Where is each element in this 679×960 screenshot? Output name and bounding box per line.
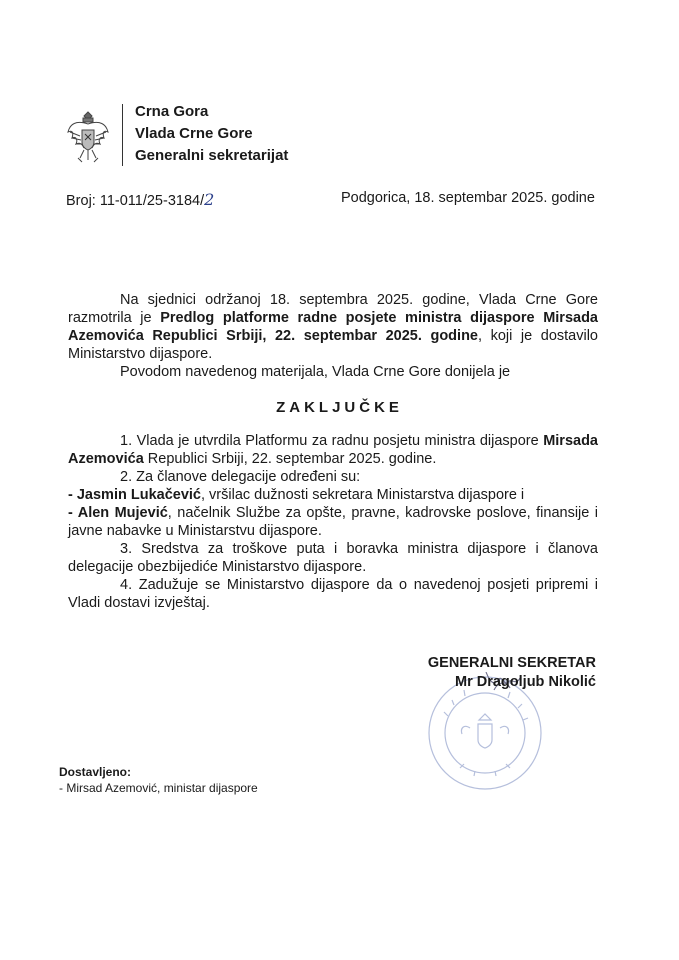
delivery-label: Dostavljeno: <box>59 765 132 779</box>
conclusion-1-text-a: 1. Vlada je utvrdila Platformu za radnu posjetu ministra dijaspore <box>120 433 544 449</box>
document-title: ZAKLJUČKE <box>276 399 403 416</box>
member-1-dash: - <box>68 487 77 503</box>
member-2-role: , načelnik Službe za opšte, pravne, kadrovske poslove, finansije i javne nabavke u Ministarstvu dijaspore. <box>68 505 598 539</box>
delegation-member-1 <box>68 486 598 504</box>
header-country: Crna Gora <box>135 103 209 120</box>
delivery-list <box>59 764 258 796</box>
intro-decision-line: Povodom navedenog materijala, Vlada Crne Gore donijela je <box>120 364 511 380</box>
delegation-member-2 <box>68 504 598 540</box>
delivery-item: - Mirsad Azemović, ministar dijaspore <box>59 781 258 795</box>
conclusion-1-text-b: Republici Srbiji, 22. septembar 2025. godine. <box>143 451 437 467</box>
intro-paragraph <box>68 291 598 363</box>
signatory-title: GENERALNI SEKRETAR <box>427 655 596 671</box>
conclusions-list <box>68 432 598 612</box>
member-1-name: Jasmin Lukačević <box>76 487 201 503</box>
signatory-name: Mr Dragoljub Nikolić <box>455 674 596 690</box>
header-government: Vlada Crne Gore <box>135 125 253 142</box>
intro-text-2: , koji je dostavilo Ministarstvo dijaspore. <box>68 328 598 362</box>
conclusion-1 <box>68 432 598 468</box>
header <box>135 101 288 167</box>
reference-number-text: Broj: 11-011/25-3184/ <box>66 193 205 209</box>
member-2-dash: - <box>68 505 78 521</box>
intro-text-1: Na sjednici održanoj 18. septembra 2025. godine, Vlada Crne Gore razmotrila je <box>68 292 598 326</box>
member-1-role: , vršilac dužnosti sekretara Ministarstva dijaspore i <box>201 487 525 503</box>
place-date: Podgorica, 18. septembar 2025. godine <box>341 190 595 206</box>
conclusion-3: 3. Sredstva za troškove puta i boravka ministra dijaspore i članova delegacije obezbijediće Ministarstvo dijaspore. <box>68 541 598 575</box>
reference-handwritten-suffix: 2 <box>204 190 215 209</box>
intro-subject: Predlog platforme radne posjete ministra dijaspore Mirsada Azemovića Republici Srbiji, 22. septembar 2025. godine <box>68 310 598 344</box>
intro-block <box>68 291 598 381</box>
header-divider <box>122 104 123 166</box>
conclusion-1-minister: Mirsada Azemovića <box>68 433 598 467</box>
header-secretariat: Generalni sekretarijat <box>135 147 289 164</box>
conclusion-2: 2. Za članove delegacije određeni su: <box>120 469 361 485</box>
montenegro-coat-of-arms-icon <box>66 110 110 164</box>
reference-number <box>66 190 214 209</box>
signature-block <box>428 654 596 692</box>
member-2-name: Alen Mujević <box>77 505 168 521</box>
conclusion-4: 4. Zadužuje se Ministarstvo dijaspore da o navedenoj posjeti pripremi i Vladi dostavi izvještaj. <box>68 577 598 611</box>
